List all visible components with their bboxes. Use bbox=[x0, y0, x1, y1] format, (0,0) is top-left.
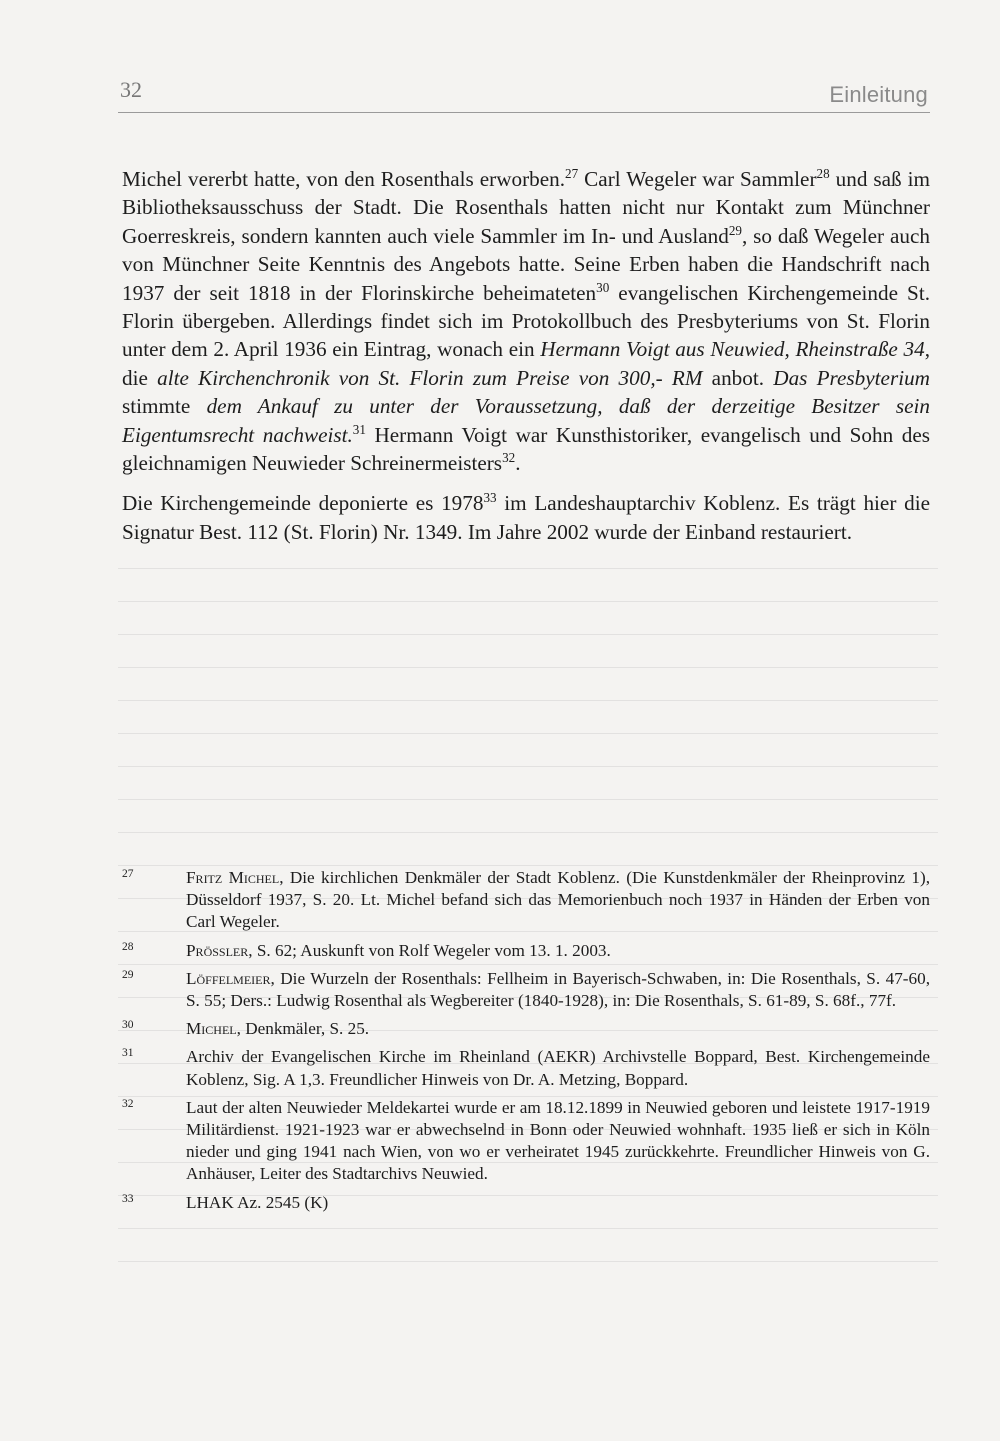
italic-quote: dem Ankauf zu unter der Voraussetzung, daß der derzeitige Besitzer sein Eigentumsrecht nachweist. bbox=[122, 394, 930, 447]
footnote-text bbox=[186, 1018, 930, 1040]
footnotes bbox=[122, 867, 930, 1220]
running-header bbox=[118, 74, 930, 113]
text-run: . bbox=[515, 451, 521, 476]
text-run: , die bbox=[122, 337, 930, 390]
footnote-author: Michel bbox=[186, 1019, 237, 1039]
footnote-ref-31: 31 bbox=[352, 421, 366, 437]
text-run: und saß im Bibliotheksausschuss der Stadt. Die Rosenthals hatten nicht nur Kontakt zum Münchner Goerreskreis, sondern kannten auch viele Sammler im In- und Ausland bbox=[122, 167, 930, 248]
text-run: im Landeshauptarchiv Koblenz. Es trägt hier die Signatur Best. 112 (St. Florin) Nr. 1349. Im Jahre 2002 wurde der Einband restauriert. bbox=[122, 491, 930, 544]
text-run: Die Kirchengemeinde deponierte es 1978 bbox=[122, 491, 484, 516]
footnote-text bbox=[186, 968, 930, 1012]
footnote bbox=[122, 968, 930, 1012]
footnote-author: Fritz Michel bbox=[186, 868, 280, 887]
text-run: , so daß Wegeler auch von Münchner Seite Kenntnis des Angebots hatte. Seine Erben haben die Handschrift nach 1937 der seit 1818 in der Florinskirche beheimateten bbox=[122, 223, 930, 305]
footnote-ref-30: 30 bbox=[596, 279, 610, 295]
footnote-number: 33 bbox=[122, 1192, 134, 1205]
footnote bbox=[122, 1018, 930, 1040]
page-number: 32 bbox=[120, 77, 142, 102]
footnote-ref-32: 32 bbox=[502, 449, 516, 465]
footnote-text: Archiv der Evangelischen Kirche im Rheinland (AEKR) Archivstelle Boppard, Best. Kirchengemeinde Koblenz, Sig. A 1,3. Freundlicher Hinweis von Dr. A. Metzing, Boppard. bbox=[186, 1047, 930, 1089]
footnote bbox=[122, 940, 930, 962]
footnote-text: Laut der alten Neuwieder Meldekartei wurde er am 18.12.1899 in Neuwied geboren und leistete 1917-1919 Militärdienst. 1921-1923 war er abwechselnd in Bonn oder Neuwied wohnhaft. 1935 ließ er sich in Köln nieder und ging 1941 nach Wien, von wo er verheiratet 1945 zurückkehrte. Freundlicher Hinweis von G. Anhäuser, Leiter des Stadtarchivs Neuwied. bbox=[186, 1097, 930, 1184]
footnote-number: 29 bbox=[122, 968, 134, 981]
footnote bbox=[122, 867, 930, 934]
footnote-number: 28 bbox=[122, 940, 134, 953]
footnote-number: 31 bbox=[122, 1047, 134, 1060]
footnote-number: 27 bbox=[122, 868, 134, 880]
footnote-text bbox=[186, 940, 930, 962]
italic-quote: alte Kirchenchronik von St. Florin zum Preise von 300,- RM bbox=[157, 365, 703, 390]
text-run: Hermann Voigt war Kunsthistoriker, evangelisch und Sohn des gleichnamigen Neuwieder Schreinermeisters bbox=[122, 422, 931, 476]
text-run: Michel vererbt hatte, von den Rosenthals erworben. bbox=[122, 167, 566, 191]
section-title: Einleitung bbox=[829, 82, 928, 107]
footnote bbox=[122, 1097, 930, 1186]
footnote-author: Löffelmeier bbox=[186, 968, 271, 988]
footnote bbox=[122, 1192, 930, 1214]
footnote-ref-29: 29 bbox=[728, 222, 742, 238]
paragraph-1 bbox=[122, 165, 930, 477]
footnote-number: 30 bbox=[122, 1019, 134, 1032]
text-run: anbot. bbox=[702, 365, 774, 390]
footnote-text: LHAK Az. 2545 (K) bbox=[186, 1192, 329, 1212]
footnote-ref-27: 27 bbox=[565, 165, 579, 181]
footnote-text bbox=[186, 867, 930, 934]
main-text bbox=[122, 165, 930, 558]
footnote-number: 32 bbox=[122, 1097, 134, 1110]
footnote bbox=[122, 1046, 930, 1090]
italic-quote: Hermann Voigt aus Neuwied, Rheinstraße 34 bbox=[540, 337, 925, 362]
text-run: Carl Wegeler war Sammler bbox=[578, 167, 817, 191]
italic-quote: Das Presbyterium bbox=[773, 365, 930, 390]
text-run: evangelischen Kirchengemeinde St. Florin übergeben. Allerdings findet sich im Protokollbuch des Presbyteriums von St. Florin unter dem 2. April 1936 ein Eintrag, wonach ein bbox=[122, 280, 931, 362]
footnote-body: , Denkmäler, S. 25. bbox=[236, 1019, 370, 1039]
footnote-ref-28: 28 bbox=[816, 165, 830, 181]
footnote-author: Prößler bbox=[186, 940, 249, 960]
paragraph-2 bbox=[122, 489, 930, 546]
footnote-body: , Die kirchlichen Denkmäler der Stadt Koblenz. (Die Kunstdenkmäler der Rheinprovinz 1), Düsseldorf 1937, S. 20. Lt. Michel befand sich das Memorienbuch noch 1937 in Händen der Erben von Carl Wegeler. bbox=[186, 868, 931, 932]
footnote-body: , Die Wurzeln der Rosenthals: Fellheim in Bayerisch-Schwaben, in: Die Rosenthals, S. 47-60, S. 55; Ders.: Ludwig Rosenthal als Wegbereiter (1840-1928), in: Die Rosenthals, S. 61-89, S. 68f., 77f. bbox=[186, 968, 930, 1011]
text-run: stimmte bbox=[122, 394, 207, 419]
footnote-body: , S. 62; Auskunft von Rolf Wegeler vom 13. 1. 2003. bbox=[248, 940, 611, 960]
footnote-ref-33: 33 bbox=[483, 490, 497, 506]
